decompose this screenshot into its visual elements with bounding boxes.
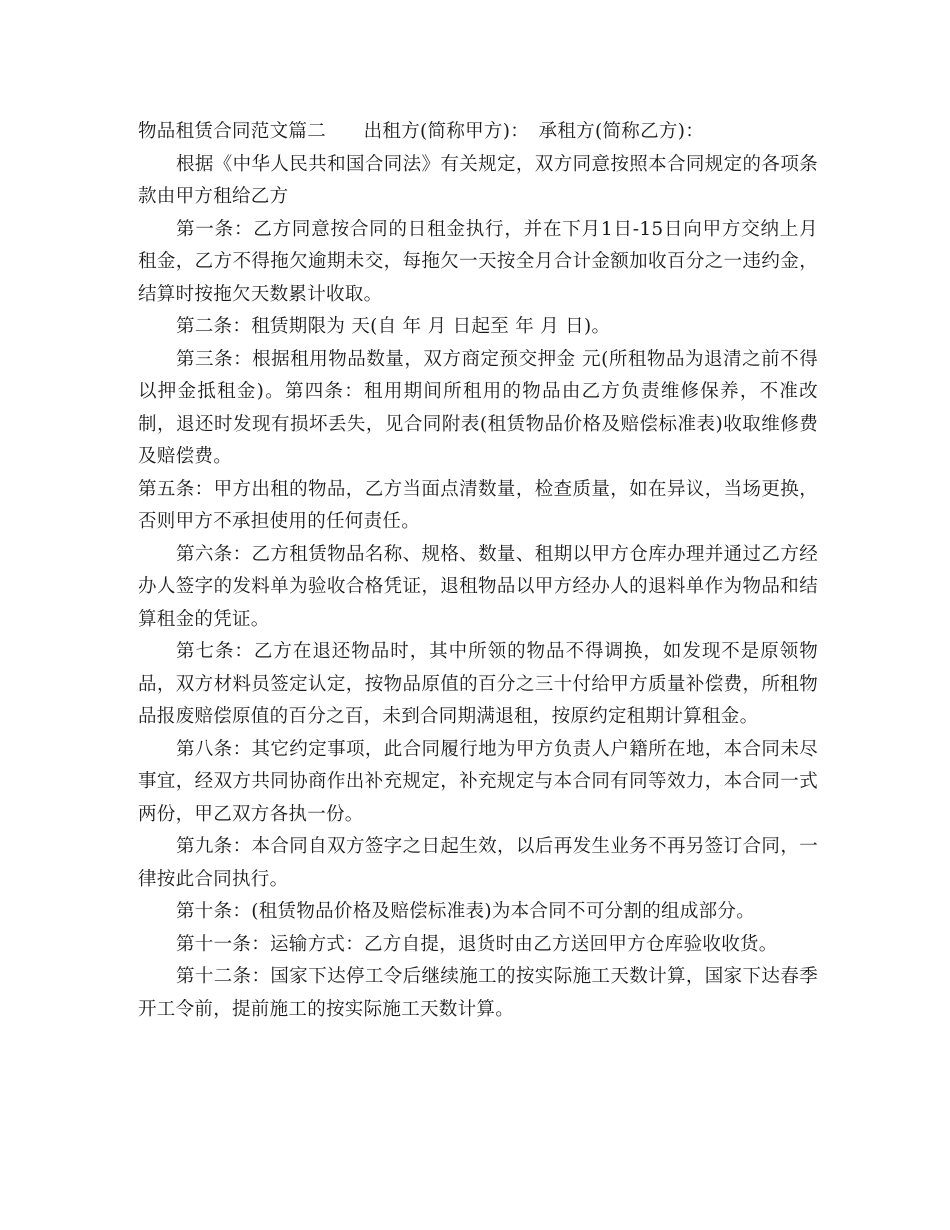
clause-10: 第十条：(租赁物品价格及赔偿标准表)为本合同不可分割的组成部分。 — [176, 901, 756, 922]
document-heading: 物品租赁合同范文篇二 出租方(简称甲方)： 承租方(简称乙方)： — [138, 121, 705, 142]
clause-12: 第十二条：国家下达停工令后继续施工的按实际施工天数计算，国家下达春季开工令前，提前施工的按实际施工天数计算。 — [138, 966, 818, 1020]
preamble-paragraph: 根据《中华人民共和国合同法》有关规定，双方同意按照本合同规定的各项条款由甲方租给乙方 — [138, 153, 818, 207]
clause-6: 第六条：乙方租赁物品名称、规格、数量、租期以甲方仓库办理并通过乙方经办人签字的发料单为验收合格凭证，退租物品以甲方经办人的退料单作为物品和结算租金的凭证。 — [138, 543, 818, 630]
clause-1: 第一条：乙方同意按合同的日租金执行，并在下月1日-15日向甲方交纳上月租金，乙方不得拖欠逾期未交，每拖欠一天按全月合计金额加收百分之一违约金，结算时按拖欠天数累计收取。 — [138, 218, 818, 305]
clause-7: 第七条：乙方在退还物品时，其中所领的物品不得调换，如发现不是原领物品，双方材料员签定认定，按物品原值的百分之三十付给甲方质量补偿费，所租物品报废赔偿原值的百分之百，未到合同期满退租，按原约定租期计算租金。 — [138, 641, 818, 727]
document-body — [138, 116, 818, 1026]
clause-8: 第八条：其它约定事项，此合同履行地为甲方负责人户籍所在地，本合同未尽事宜，经双方共同协商作出补充规定，补充规定与本合同有同等效力，本合同一式两份，甲乙双方各执一份。 — [138, 738, 818, 825]
clause-5: 第五条：甲方出租的物品，乙方当面点清数量，检查质量，如在异议，当场更换，否则甲方不承担使用的任何责任。 — [138, 478, 818, 532]
clause-11: 第十一条：运输方式：乙方自提，退货时由乙方送回甲方仓库验收收货。 — [176, 933, 778, 955]
clause-3-4: 第三条：根据租用物品数量，双方商定预交押金 元(所租物品为退清之前不得以押金抵租金)。第四条：租用期间所租用的物品由乙方负责维修保养，不准改制，退还时发现有损坏丢失，见合同附表(租赁物品价格及赔偿标准表)收取维修费及赔偿费。 — [138, 348, 818, 467]
clause-9: 第九条：本合同自双方签字之日起生效，以后再发生业务不再另签订合同，一律按此合同执行。 — [138, 836, 818, 890]
clause-2: 第二条：租赁期限为 天(自 年 月 日起至 年 月 日)。 — [176, 316, 611, 337]
